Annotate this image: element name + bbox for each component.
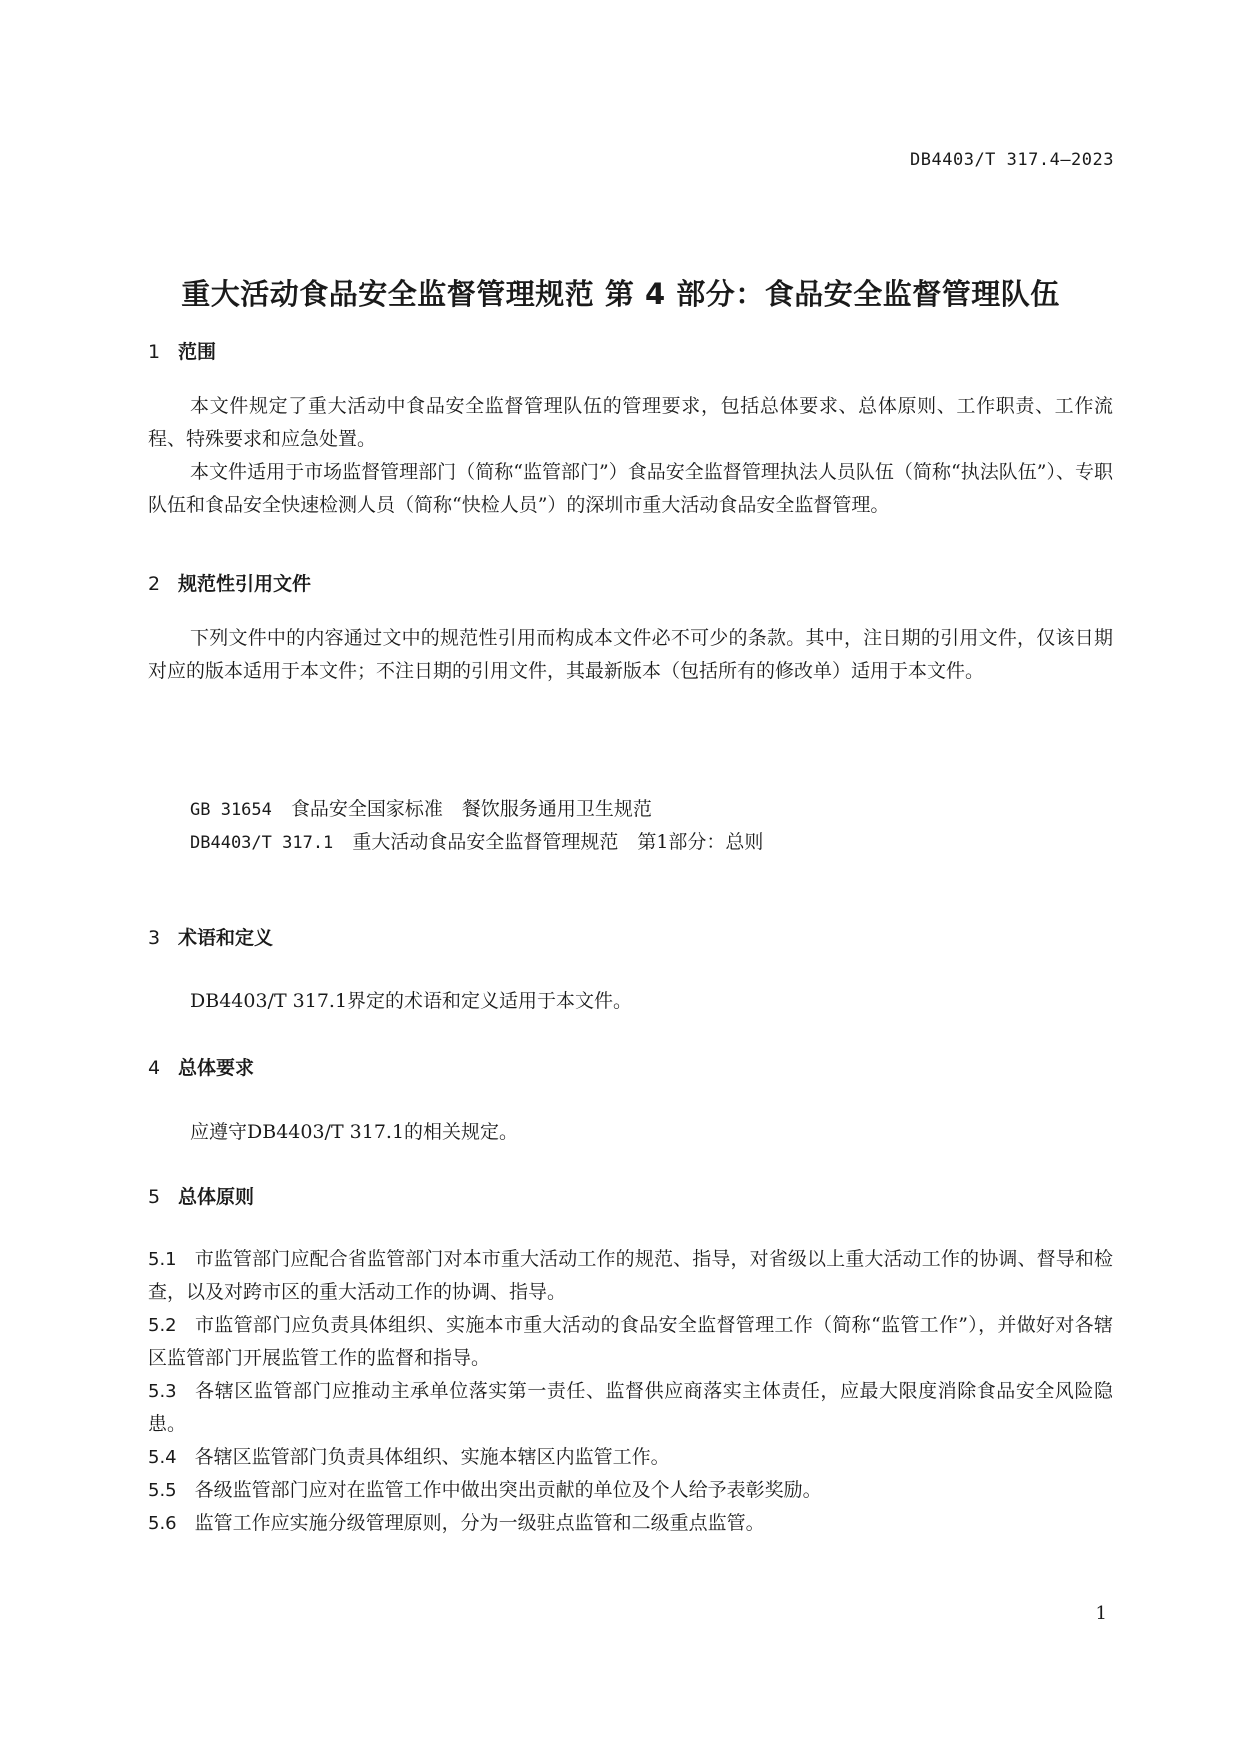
page-number: 1	[1095, 1603, 1107, 1624]
normative-reference-2	[190, 827, 763, 854]
section-1-heading	[148, 337, 216, 364]
clause-text: 各辖区监管部门负责具体组织、实施本辖区内监管工作。	[194, 1446, 670, 1468]
clause-number: 5.6	[148, 1513, 177, 1534]
section-title: 总体要求	[178, 1057, 255, 1079]
section-number: 1	[148, 341, 161, 363]
section-number: 3	[148, 927, 161, 949]
clause-5-2	[148, 1309, 1113, 1375]
clause-text: 市监管部门应配合省监管部门对本市重大活动工作的规范、指导，对省级以上重大活动工作的协调、督导和检查，以及对跨市区的重大活动工作的协调、指导。	[148, 1248, 1113, 1303]
section-title: 术语和定义	[178, 927, 274, 949]
clause-number: 5.1	[148, 1249, 177, 1270]
section-2-paragraph: 下列文件中的内容通过文中的规范性引用而构成本文件必不可少的条款。其中，注日期的引用文件，仅该日期对应的版本适用于本文件；不注日期的引用文件，其最新版本（包括所有的修改单）适用于本文件。	[148, 627, 1113, 682]
clause-5-4	[148, 1441, 1113, 1474]
reference-code: GB 31654	[190, 800, 272, 820]
section-number: 4	[148, 1057, 161, 1079]
reference-name: 食品安全国家标准 餐饮服务通用卫生规范	[290, 798, 652, 820]
reference-name: 重大活动食品安全监督管理规范 第1部分：总则	[352, 831, 764, 853]
clause-text: 监管工作应实施分级管理原则，分为一级驻点监管和二级重点监管。	[194, 1512, 765, 1534]
clause-text: 市监管部门应负责具体组织、实施本市重大活动的食品安全监督管理工作（简称“监管工作”），并做好对各辖区监管部门开展监管工作的监督和指导。	[148, 1314, 1113, 1369]
document-title: 重大活动食品安全监督管理规范 第 4 部分：食品安全监督管理队伍	[181, 277, 1060, 311]
clause-5-6	[148, 1507, 1113, 1540]
clause-5-3	[148, 1375, 1113, 1441]
section-number: 5	[148, 1186, 161, 1208]
section-3-paragraph: DB4403/T 317.1界定的术语和定义适用于本文件。	[190, 990, 633, 1012]
section-title: 范围	[178, 341, 217, 363]
reference-code: DB4403/T 317.1	[190, 833, 334, 853]
section-title: 规范性引用文件	[178, 573, 312, 595]
clause-text: 各辖区监管部门应推动主承单位落实第一责任、监督供应商落实主体责任，应最大限度消除食品安全风险隐患。	[148, 1380, 1113, 1435]
section-1-paragraph-1: 本文件规定了重大活动中食品安全监督管理队伍的管理要求，包括总体要求、总体原则、工作职责、工作流程、特殊要求和应急处置。	[148, 395, 1113, 450]
section-3-heading	[148, 923, 273, 950]
clause-number: 5.4	[148, 1447, 177, 1468]
document-code: DB4403/T 317.4—2023	[910, 150, 1114, 170]
clause-number: 5.5	[148, 1480, 177, 1501]
normative-reference-1	[190, 794, 652, 821]
clause-5-1	[148, 1243, 1113, 1309]
section-number: 2	[148, 573, 161, 595]
clause-number: 5.3	[148, 1381, 177, 1402]
clause-number: 5.2	[148, 1315, 177, 1336]
section-1-paragraph-2: 本文件适用于市场监督管理部门（简称“监管部门”）食品安全监督管理执法人员队伍（简称“执法队伍”）、专职队伍和食品安全快速检测人员（简称“快检人员”）的深圳市重大活动食品安全监督管理。	[148, 461, 1113, 516]
section-4-heading	[148, 1053, 254, 1080]
section-5-heading	[148, 1182, 254, 1209]
clause-text: 各级监管部门应对在监管工作中做出突出贡献的单位及个人给予表彰奖励。	[194, 1479, 822, 1501]
section-2-heading	[148, 569, 311, 596]
section-4-paragraph: 应遵守DB4403/T 317.1的相关规定。	[190, 1121, 519, 1143]
clause-5-5	[148, 1474, 1113, 1507]
section-title: 总体原则	[178, 1186, 255, 1208]
